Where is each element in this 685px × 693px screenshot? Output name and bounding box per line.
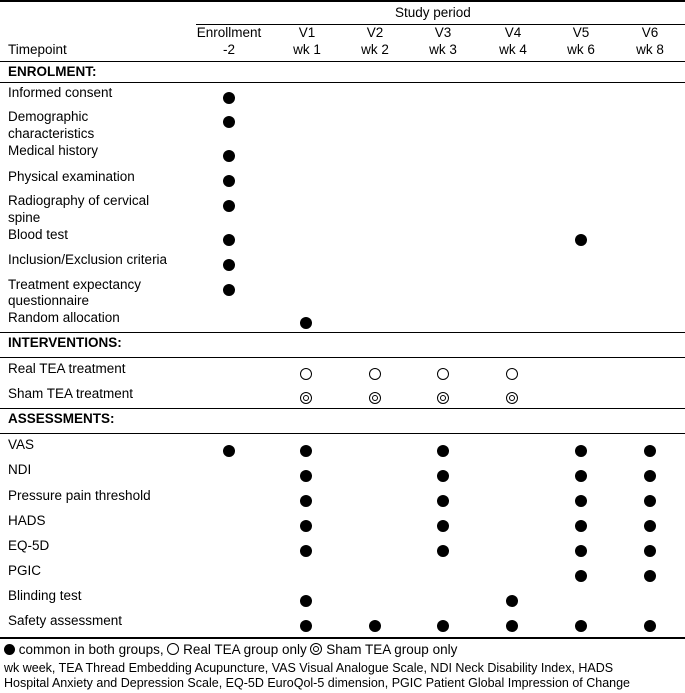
row-random-allocation: Random allocation	[8, 310, 120, 325]
col-v2-bottom: wk 2	[361, 42, 389, 57]
filled-dot-icon	[437, 545, 449, 557]
filled-dot-icon	[575, 545, 587, 557]
row-radiography-line2: spine	[8, 210, 41, 225]
double-circle-icon	[437, 392, 449, 404]
row-informed-consent: Informed consent	[8, 85, 113, 100]
legend	[4, 642, 457, 658]
filled-dot-icon	[300, 470, 312, 482]
row-sham-tea: Sham TEA treatment	[8, 386, 134, 401]
header-rule	[0, 61, 685, 62]
section-interventions: INTERVENTIONS:	[8, 335, 122, 350]
open-circle-icon	[300, 368, 312, 380]
filled-dot-icon	[575, 470, 587, 482]
abbreviation-note-line1: wk week, TEA Thread Embedding Acupuncture, VAS Visual Analogue Scale, NDI Neck Disability Index, HADS	[4, 661, 614, 675]
col-v4-top: V4	[504, 25, 522, 40]
open-circle-icon	[369, 368, 381, 380]
col-v5-bottom: wk 6	[567, 42, 595, 57]
filled-dot-icon	[300, 495, 312, 507]
filled-dot-icon	[644, 445, 656, 457]
section-enrolment: ENROLMENT:	[8, 64, 97, 79]
col-v6-bottom: wk 8	[636, 42, 664, 57]
filled-dot-icon	[223, 445, 235, 457]
filled-dot-icon	[223, 116, 235, 128]
filled-dot-icon	[223, 150, 235, 162]
filled-dot-icon	[223, 234, 235, 246]
open-circle-icon	[167, 643, 179, 655]
filled-dot-icon	[300, 317, 312, 329]
col-enrollment-top: Enrollment	[196, 25, 262, 40]
filled-dot-icon	[300, 545, 312, 557]
col-v6-top: V6	[641, 25, 659, 40]
row-eq5d: EQ-5D	[8, 538, 50, 553]
col-v4-bottom: wk 4	[499, 42, 527, 57]
col-v2-top: V2	[366, 25, 384, 40]
row-demographic-line1: Demographic	[8, 109, 89, 124]
filled-dot-icon	[644, 545, 656, 557]
legend-sham-only: Sham TEA group only	[326, 642, 458, 657]
filled-dot-icon	[223, 175, 235, 187]
enrolment-end-rule	[0, 332, 685, 333]
filled-dot-icon	[223, 284, 235, 296]
row-medical-history: Medical history	[8, 143, 99, 158]
top-rule	[0, 0, 685, 2]
filled-dot-icon	[300, 620, 312, 632]
filled-dot-icon	[437, 495, 449, 507]
double-circle-icon	[300, 392, 312, 404]
filled-dot-icon	[223, 200, 235, 212]
col-enrollment-bottom: -2	[222, 42, 235, 57]
row-ndi: NDI	[8, 462, 32, 477]
filled-dot-icon	[575, 570, 587, 582]
row-hads: HADS	[8, 513, 46, 528]
filled-dot-icon	[437, 620, 449, 632]
double-circle-icon	[506, 392, 518, 404]
filled-dot-icon	[575, 620, 587, 632]
enrolment-rule	[0, 82, 685, 83]
filled-dot-icon	[506, 620, 518, 632]
filled-dot-icon	[4, 644, 15, 655]
filled-dot-icon	[644, 620, 656, 632]
timepoint-label: Timepoint	[8, 42, 67, 57]
double-circle-icon	[310, 643, 322, 655]
filled-dot-icon	[437, 520, 449, 532]
filled-dot-icon	[300, 595, 312, 607]
bottom-rule	[0, 637, 685, 639]
row-real-tea: Real TEA treatment	[8, 361, 126, 376]
row-expectancy-line1: Treatment expectancy	[8, 277, 142, 292]
row-vas: VAS	[8, 437, 35, 452]
double-circle-icon	[369, 392, 381, 404]
legend-common: common in both groups,	[18, 642, 164, 657]
filled-dot-icon	[437, 470, 449, 482]
filled-dot-icon	[223, 259, 235, 271]
filled-dot-icon	[575, 520, 587, 532]
assessments-rule	[0, 433, 685, 434]
col-v1-bottom: wk 1	[293, 42, 321, 57]
row-blood-test: Blood test	[8, 227, 69, 242]
filled-dot-icon	[575, 234, 587, 246]
col-v3-bottom: wk 3	[429, 42, 457, 57]
open-circle-icon	[506, 368, 518, 380]
row-blinding-test: Blinding test	[8, 588, 82, 603]
filled-dot-icon	[223, 92, 235, 104]
row-pressure-pain-threshold: Pressure pain threshold	[8, 488, 151, 503]
row-inclusion-exclusion: Inclusion/Exclusion criteria	[8, 252, 168, 267]
filled-dot-icon	[644, 520, 656, 532]
row-expectancy-line2: questionnaire	[8, 293, 90, 308]
col-v5-top: V5	[572, 25, 590, 40]
filled-dot-icon	[644, 470, 656, 482]
filled-dot-icon	[300, 445, 312, 457]
open-circle-icon	[437, 368, 449, 380]
col-v3-top: V3	[434, 25, 452, 40]
filled-dot-icon	[644, 570, 656, 582]
interventions-rule	[0, 357, 685, 358]
section-assessments: ASSESSMENTS:	[8, 411, 115, 426]
filled-dot-icon	[300, 520, 312, 532]
col-v1-top: V1	[298, 25, 316, 40]
filled-dot-icon	[506, 595, 518, 607]
row-physical-examination: Physical examination	[8, 169, 135, 184]
row-demographic-line2: characteristics	[8, 126, 95, 141]
row-safety-assessment: Safety assessment	[8, 613, 123, 628]
abbreviation-note-line2: Hospital Anxiety and Depression Scale, EQ-5D EuroQol-5 dimension, PGIC Patient Global Impression of Change	[4, 676, 631, 690]
filled-dot-icon	[369, 620, 381, 632]
filled-dot-icon	[644, 495, 656, 507]
interventions-end-rule	[0, 408, 685, 409]
legend-real-only: Real TEA group only	[183, 642, 307, 657]
filled-dot-icon	[437, 445, 449, 457]
filled-dot-icon	[575, 495, 587, 507]
study-period-label: Study period	[395, 5, 471, 20]
row-radiography-line1: Radiography of cervical	[8, 193, 150, 208]
filled-dot-icon	[575, 445, 587, 457]
row-pgic: PGIC	[8, 563, 42, 578]
